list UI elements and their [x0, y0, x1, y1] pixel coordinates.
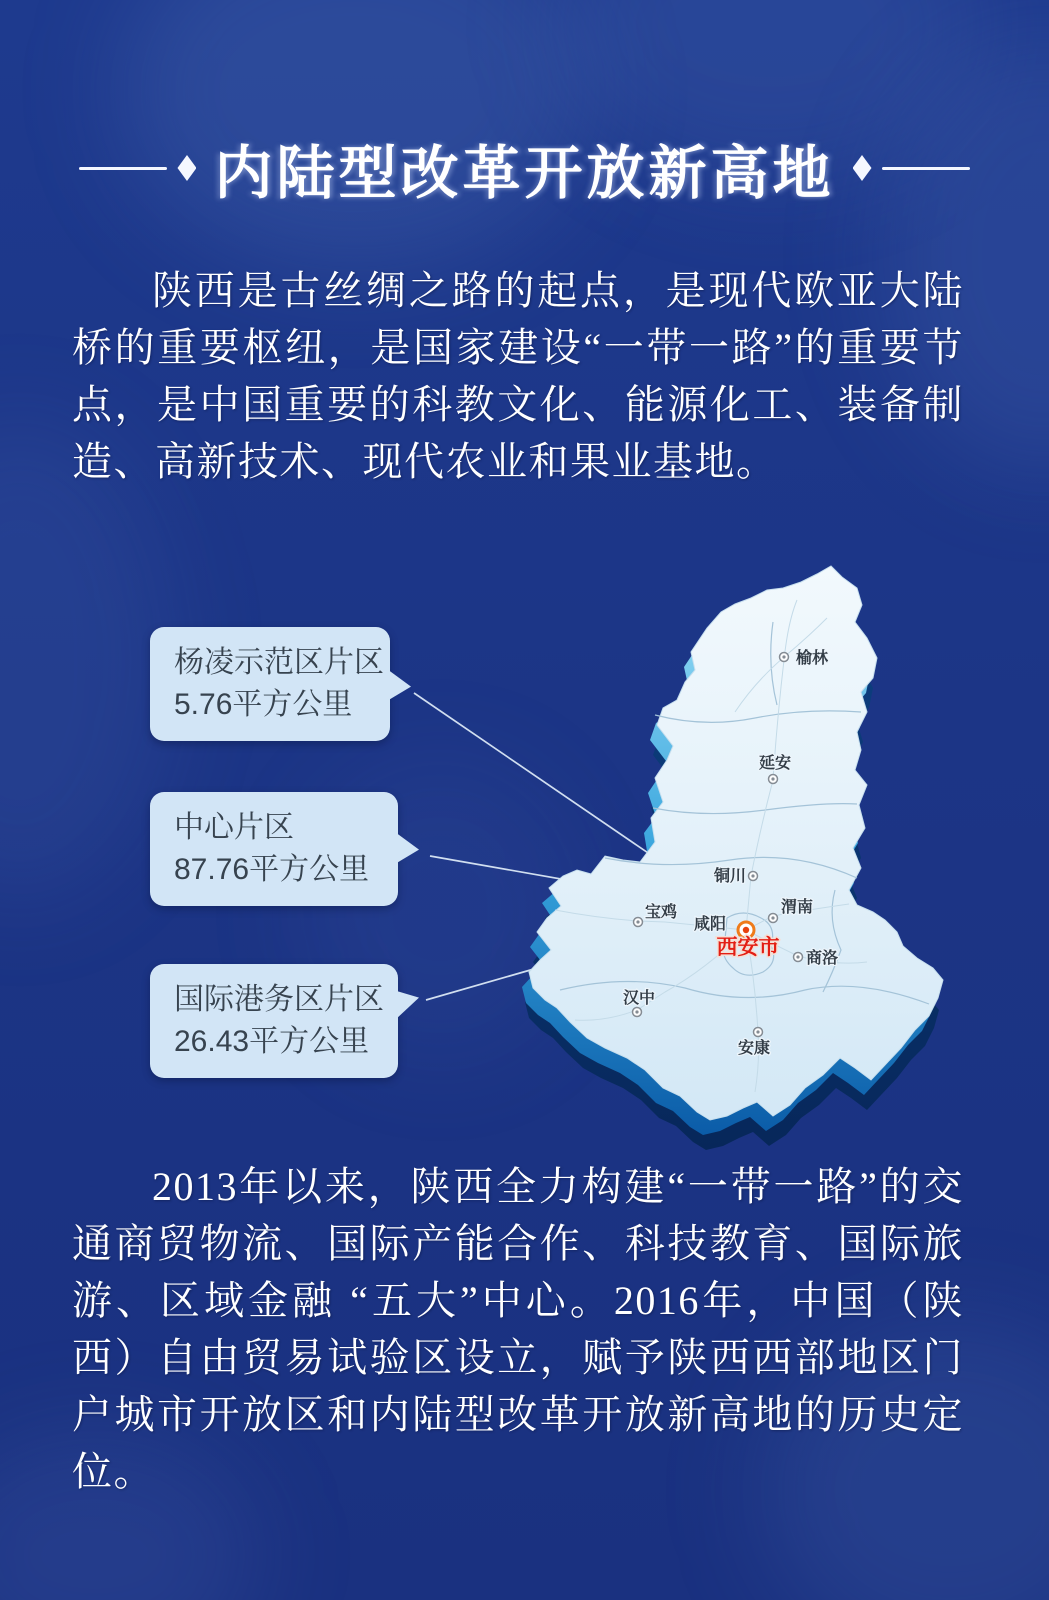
- city-label-shangluo: 商洛: [806, 950, 839, 967]
- city-label-hanzhong: 汉中: [622, 990, 656, 1007]
- title-left-rule: [79, 167, 167, 170]
- city-marker-baoji: [634, 918, 643, 927]
- city-marker-weinan: [769, 914, 778, 923]
- background-blob: [0, 420, 170, 900]
- shaanxi-map: [505, 560, 965, 1160]
- callout-area: 87.76平方公里: [174, 853, 370, 886]
- diamond-icon: [177, 155, 196, 181]
- title-banner: [0, 126, 1049, 210]
- map-face: [529, 566, 943, 1120]
- city-label-baoji: 宝鸡: [645, 904, 678, 921]
- city-label-xianyang: 咸阳: [693, 916, 727, 933]
- city-marker-shangluo: [794, 953, 803, 962]
- callout-name: 杨凌示范区片区: [174, 646, 384, 679]
- callout-port: [150, 964, 398, 1078]
- city-label-yulin: 榆林: [796, 650, 829, 667]
- city-marker-ankang: [754, 1028, 763, 1037]
- callout-area: 26.43平方公里: [174, 1025, 370, 1058]
- city-marker-yulin: [780, 653, 789, 662]
- city-label-tongchuan: 铜川: [713, 868, 746, 885]
- city-label-weinan: 渭南: [781, 899, 814, 916]
- city-label-yanan: 延安: [758, 755, 792, 772]
- callout-central: [150, 792, 398, 906]
- intro-paragraph: 陕西是古丝绸之路的起点，是现代欧亚大陆桥的重要枢纽，是国家建设“一带一路”的重要节点，是中国重要的科教文化、能源化工、装备制造、高新技术、现代农业和果业基地。: [72, 268, 964, 484]
- page-title: 内陆型改革开放新高地: [214, 141, 835, 206]
- callout-tail: [387, 669, 411, 701]
- city-marker-yanan: [769, 775, 778, 784]
- diamond-icon: [853, 155, 872, 181]
- callout-name: 中心片区: [174, 811, 294, 844]
- callout-yangling: [150, 627, 390, 741]
- capital-label-xian: 西安市: [716, 936, 780, 959]
- city-marker-hanzhong: [633, 1008, 642, 1017]
- callout-tail: [395, 832, 419, 864]
- callout-tail: [395, 988, 419, 1020]
- title-right-rule: [882, 167, 970, 170]
- callout-area: 5.76平方公里: [174, 688, 353, 721]
- city-label-ankang: 安康: [737, 1040, 771, 1057]
- callout-name: 国际港务区片区: [174, 983, 384, 1016]
- closing-paragraph: 2013年以来，陕西全力构建“一带一路”的交通商贸物流、国际产能合作、科技教育、国际旅游、区域金融 “五大”中心。2016年，中国（陕西）自由贸易试验区设立，赋予陕西西部地区门户城市开放区和内陆型改革开放新高地的历史定位。: [72, 1164, 964, 1494]
- city-marker-tongchuan: [749, 872, 758, 881]
